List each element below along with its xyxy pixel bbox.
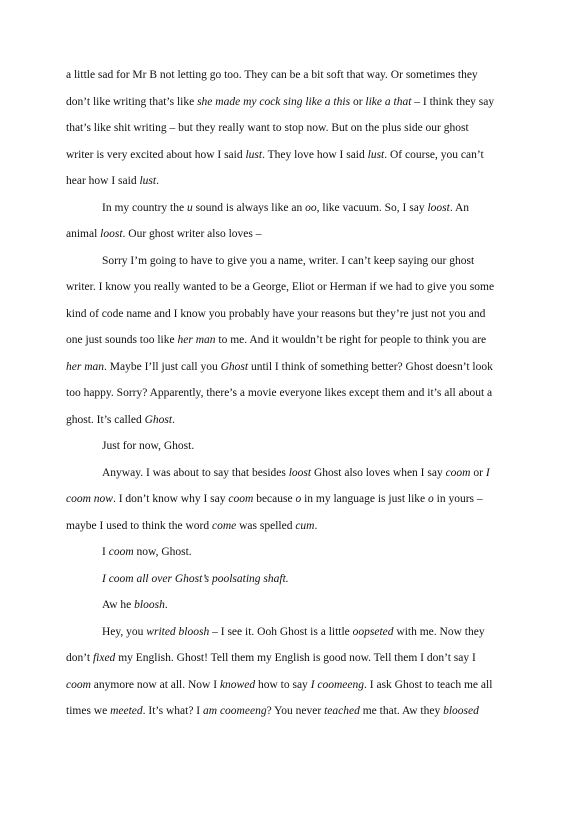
text-run: – I think they say bbox=[411, 95, 495, 108]
paragraph bbox=[66, 62, 526, 195]
paragraph bbox=[66, 619, 526, 725]
paragraph bbox=[66, 248, 526, 434]
text-run: . bbox=[314, 519, 318, 532]
text-run: . An bbox=[449, 201, 470, 214]
text-line bbox=[66, 592, 526, 619]
italic-run: bloosh bbox=[134, 599, 165, 611]
text-line bbox=[66, 460, 526, 487]
italic-run: coom bbox=[228, 493, 254, 505]
text-run: Sorry I’m going to have to give you a name, writer. I can’t keep saying our ghost bbox=[102, 254, 475, 267]
text-run: Aw he bbox=[102, 599, 135, 611]
italic-run: coom bbox=[66, 678, 91, 691]
text-run: – I see it. Ooh Ghost is a little bbox=[209, 625, 353, 638]
italic-run: teached bbox=[324, 705, 360, 717]
text-run: to me. And it wouldn’t be right for people to think you are bbox=[215, 334, 487, 346]
italic-run: cum bbox=[295, 519, 315, 532]
italic-run: lust bbox=[245, 148, 263, 161]
text-run: Ghost also loves when I say bbox=[311, 466, 446, 479]
italic-run: I coomeeng bbox=[310, 678, 365, 691]
italic-run: coom now bbox=[66, 493, 113, 505]
italic-run: coom bbox=[445, 466, 471, 479]
text-line bbox=[66, 566, 526, 593]
text-run: my English. Ghost! Tell them my English is good now. Tell them I don’t say I bbox=[115, 652, 476, 664]
italic-run: o bbox=[428, 493, 434, 505]
text-line bbox=[66, 433, 526, 460]
text-run: . It’s what? I bbox=[142, 705, 204, 717]
italic-run: knowed bbox=[219, 678, 256, 691]
text-run: . bbox=[172, 413, 175, 426]
text-line bbox=[66, 619, 526, 646]
text-line bbox=[66, 221, 526, 248]
text-run: . bbox=[164, 599, 168, 611]
text-run: In my country the bbox=[102, 201, 187, 214]
text-line bbox=[66, 301, 526, 328]
text-line bbox=[66, 62, 526, 89]
text-line bbox=[66, 327, 526, 354]
paragraph bbox=[66, 460, 526, 540]
italic-run: loost bbox=[100, 228, 123, 240]
text-line bbox=[66, 115, 526, 142]
italic-run: loost bbox=[288, 466, 312, 479]
text-line bbox=[66, 168, 526, 195]
text-run: me that. Aw they bbox=[359, 705, 444, 717]
text-run: hear how I said bbox=[66, 175, 140, 187]
text-line bbox=[66, 354, 526, 381]
italic-run: oopseted bbox=[352, 625, 394, 638]
text-run: . bbox=[156, 175, 159, 187]
italic-run: loost bbox=[427, 201, 450, 214]
text-run: . Our ghost writer also loves – bbox=[122, 228, 262, 240]
text-run: sound is always like an bbox=[192, 201, 306, 214]
text-line bbox=[66, 407, 526, 434]
text-line bbox=[66, 539, 526, 566]
italic-run: u bbox=[186, 201, 193, 214]
italic-run: lust bbox=[139, 175, 157, 187]
text-run: writer is very excited about how I said bbox=[66, 148, 246, 161]
italic-run: come bbox=[211, 519, 237, 532]
text-run: animal bbox=[66, 228, 101, 240]
italic-run: Ghost bbox=[220, 360, 249, 373]
text-run: maybe I used to think the word bbox=[66, 519, 212, 532]
text-run: until I think of something better? Ghost doesn’t look bbox=[248, 360, 493, 373]
italic-run: like a that bbox=[365, 95, 412, 108]
text-run: times we bbox=[66, 705, 111, 717]
body-text bbox=[66, 62, 526, 725]
text-line bbox=[66, 248, 526, 275]
italic-run: meeted bbox=[110, 705, 143, 717]
text-line bbox=[66, 698, 526, 725]
text-run: because bbox=[253, 493, 296, 505]
text-run: now, Ghost. bbox=[133, 546, 192, 558]
text-run: don’t like writing that’s like bbox=[66, 95, 198, 108]
italic-run: fixed bbox=[92, 652, 116, 664]
paragraph bbox=[66, 539, 526, 566]
italic-run: I bbox=[485, 466, 490, 479]
text-line bbox=[66, 89, 526, 116]
italic-run: oo bbox=[305, 201, 317, 214]
italic-run: Ghost bbox=[144, 413, 173, 426]
text-run: a little sad for Mr B not letting go too. They can be a bit soft that way. Or sometimes they bbox=[66, 69, 478, 81]
text-line bbox=[66, 142, 526, 169]
text-run: Anyway. I was about to say that besides bbox=[102, 466, 289, 479]
italic-run: her man bbox=[177, 334, 216, 346]
text-run: writer. I know you really wanted to be a George, Eliot or Herman if we had to give you some bbox=[66, 281, 495, 293]
text-run: I bbox=[102, 546, 109, 558]
text-run: or bbox=[470, 466, 486, 479]
text-run: was spelled bbox=[236, 519, 296, 532]
text-run: Just for now, Ghost. bbox=[102, 440, 195, 452]
text-run: , like vacuum. So, I say bbox=[316, 201, 428, 214]
italic-run: coom bbox=[108, 546, 134, 558]
italic-run: she made my cock sing like a this bbox=[197, 95, 351, 108]
text-run: in yours – bbox=[433, 493, 483, 505]
text-line bbox=[66, 645, 526, 672]
text-run: or bbox=[350, 95, 366, 108]
text-run: how to say bbox=[255, 678, 311, 691]
text-run: ? You never bbox=[266, 705, 325, 717]
italic-run: her man bbox=[66, 360, 105, 373]
italic-run: lust bbox=[367, 148, 385, 161]
paragraph bbox=[66, 592, 526, 619]
italic-run: o bbox=[295, 493, 302, 505]
text-line bbox=[66, 672, 526, 699]
italic-run: bloosed bbox=[443, 705, 479, 717]
italic-run: am coomeeng bbox=[203, 705, 267, 717]
text-run: . They love how I said bbox=[262, 148, 368, 161]
text-run: . Maybe I’ll just call you bbox=[104, 360, 221, 373]
text-line bbox=[66, 380, 526, 407]
text-run: don’t bbox=[66, 652, 93, 664]
text-run: kind of code name and I know you probably have your reasons but they’re just not you and bbox=[66, 307, 486, 320]
paragraph bbox=[66, 195, 526, 248]
text-run: . I don’t know why I say bbox=[112, 493, 229, 505]
text-line bbox=[66, 195, 526, 222]
text-run: in my language is just like bbox=[301, 493, 429, 505]
text-run: that’s like shit writing – but they really want to stop now. But on the plus side our ghost bbox=[66, 122, 469, 134]
text-run: ghost. It’s called bbox=[66, 413, 145, 426]
italic-run: I coom all over Ghost’s poolsating shaft. bbox=[102, 572, 289, 585]
paragraph bbox=[66, 566, 526, 593]
italic-run: writed bloosh bbox=[146, 625, 210, 638]
text-run: one just sounds too like bbox=[66, 334, 178, 346]
text-line bbox=[66, 513, 526, 540]
text-line bbox=[66, 486, 526, 513]
text-run: . Of course, you can’t bbox=[384, 148, 484, 161]
paragraph bbox=[66, 433, 526, 460]
text-run: with me. Now they bbox=[393, 625, 485, 638]
text-run: Hey, you bbox=[102, 625, 147, 638]
text-run: . I ask Ghost to teach me all bbox=[364, 678, 493, 691]
text-run: anymore now at all. Now I bbox=[90, 678, 220, 691]
text-run: too happy. Sorry? Apparently, there’s a movie everyone likes except them and it’s all about a bbox=[66, 387, 493, 399]
text-line bbox=[66, 274, 526, 301]
